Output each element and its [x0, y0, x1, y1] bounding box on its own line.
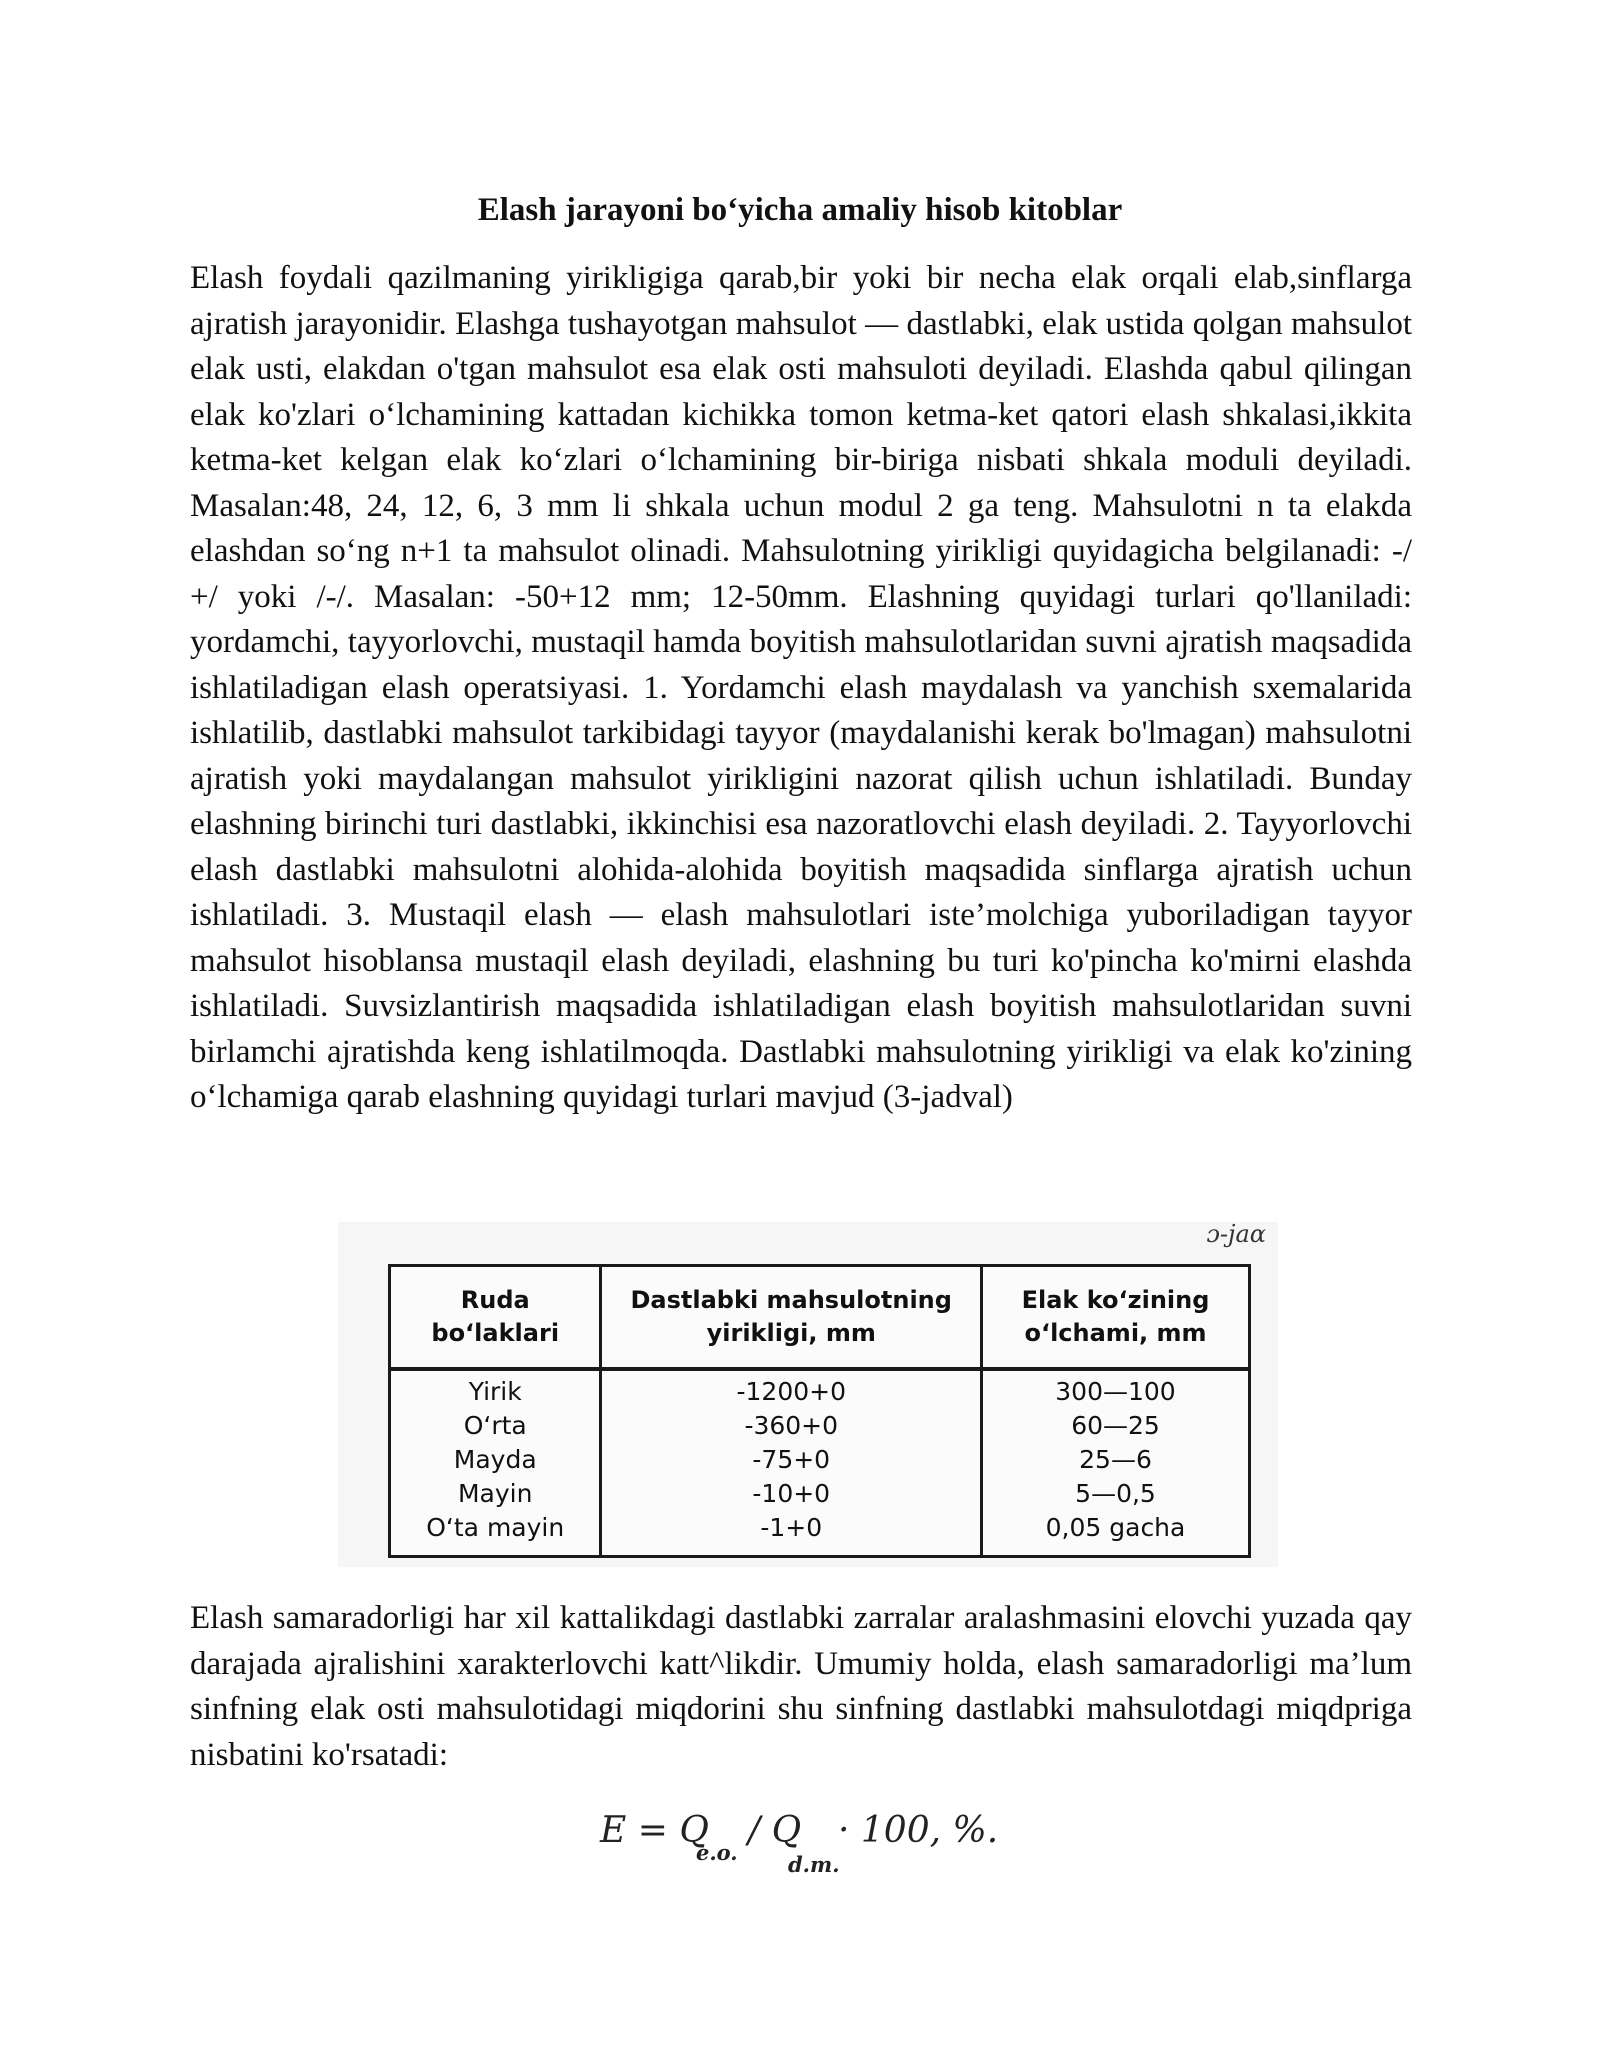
header-initial-size: Dastlabki mahsulotning yirikligi, mm [601, 1266, 982, 1370]
table-cell: 25—6 [1079, 1445, 1152, 1474]
formula-subscript-eo: e.o. [696, 1840, 738, 1865]
table-cell: -1200+0 [736, 1377, 846, 1406]
efficiency-paragraph: Elash samaradorligi har xil kattalikdagi dastlabki zarralar aralashmasini elovchi yuzada qay darajada ajralishini xarakterlovchi katt^likdir. Umumiy holda, elash samaradorligi ma’lum sinfning elak osti mahsulotidagi miqdorini shu sinfning dastlabki mahsulotdagi miqdpriga nisbatini ko'rsatadi: [190, 1600, 1412, 1773]
table-cell: -1+0 [760, 1513, 823, 1542]
efficiency-formula [600, 1800, 1020, 1880]
table-body-row [390, 1369, 1250, 1557]
page-title: Elash jarayoni bo‘yicha amaliy hisob kitoblar [477, 192, 1123, 228]
formula-lhs: E = Q [600, 1810, 709, 1851]
table-cell: Yirik [468, 1377, 522, 1406]
table-cell: 60—25 [1071, 1411, 1160, 1440]
formula-divisor: / Q [748, 1810, 802, 1851]
table-cell: 0,05 gacha [1045, 1513, 1186, 1542]
table-cell: Mayin [457, 1479, 533, 1508]
table-cell: 300—100 [1055, 1377, 1176, 1406]
table-cell: Mayda [453, 1445, 537, 1474]
ore-class-column [390, 1369, 601, 1557]
table-cell: O‘ta mayin [426, 1513, 565, 1542]
table-header-row [390, 1266, 1250, 1370]
formula-subscript-dm: d.m. [788, 1852, 840, 1877]
formula-rhs: · 100, %. [838, 1810, 999, 1851]
table-corner-label: ɔ-jaɑ [1206, 1220, 1266, 1248]
sieve-table-image [338, 1222, 1278, 1567]
header-mesh-size: Elak ko‘zining o‘lchami, mm [982, 1266, 1250, 1370]
header-ore-pieces: Ruda bo‘laklari [390, 1266, 601, 1370]
intro-paragraph: Elash foydali qazilmaning yirikligiga qarab,bir yoki bir necha elak orqali elab,sinflarga ajratish jarayonidir. Elashga tushayotgan mahsulot — dastlabki, elak ustida qolgan mahsulot elak usti, elakdan o'tgan mahsulot esa elak osti mahsuloti deyiladi. Elashda qabul qilingan elak ko'zlari o‘lchamining kattadan kichikka tomon ketma-ket qatori elash shkalasi,ikkita ketma-ket kelgan elak ko‘zlari o‘lchamining bir-biriga nisbati shkala moduli deyiladi. Masalan:48, 24, 12, 6, 3 mm li shkala uchun modul 2 ga teng. Mahsulotni n ta elakda elashdan so‘ng n+1 ta mahsulot olinadi. Mahsulotning yirikligi quyidagicha belgilanadi: -/ +/ yoki /-/. Masalan: -50+12 mm; 12-50mm. Elashning quyidagi turlari qo'llaniladi: yordamchi, tayyorlovchi, mustaqil hamda boyitish mahsulotlaridan suvni ajratish maqsadida ishlatiladigan elash operatsiyasi. 1. Yordamchi elash maydalash va yanchish sxemalarida ishlatilib, dastlabki mahsulot tarkibidagi tayyor (maydalanishi kerak bo'lmagan) mahsulotni ajratish yoki maydalangan mahsulot yirikligini nazorat qilish uchun ishlatiladi. Bunday elashning birinchi turi dastlabki, ikkinchisi esa nazoratlovchi elash deyiladi. 2. Tayyorlovchi elash dastlabki mahsulotni alohida-alohida boyitish maqsadida sinflarga ajratish uchun ishlatiladi. 3. Mustaqil elash — elash mahsulotlari iste’molchiga yuboriladigan tayyor mahsulot hisoblansa mustaqil elash deyiladi, elashning bu turi ko'pincha ko'mirni elashda ishlatiladi. Suvsizlantirish maqsadida ishlatiladigan elash boyitish mahsulotlaridan suvni birlamchi ajratishda keng ishlatilmoqda. Dastlabki mahsulotning yirikligi va elak ko'zining o‘lchamiga qarab elashning quyidagi turlari mavjud (3-jadval) [190, 260, 1412, 1115]
table-cell: 5—0,5 [1075, 1479, 1156, 1508]
table-cell: O‘rta [463, 1411, 527, 1440]
table-cell: -75+0 [752, 1445, 831, 1474]
table-cell: -10+0 [752, 1479, 831, 1508]
sieve-classes-table [388, 1264, 1251, 1558]
mesh-size-column [982, 1369, 1250, 1557]
initial-size-column [601, 1369, 982, 1557]
table-cell: -360+0 [744, 1411, 839, 1440]
